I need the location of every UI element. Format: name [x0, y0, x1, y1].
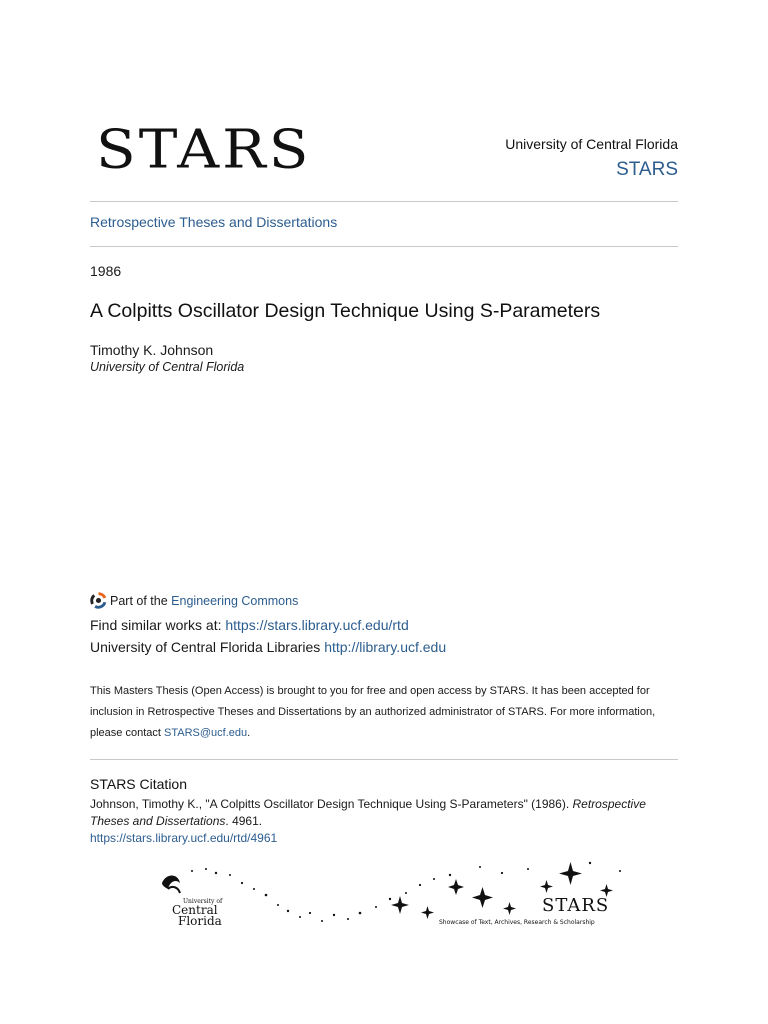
divider-citation — [90, 759, 678, 760]
ucf-central-text: Central — [172, 903, 218, 917]
citation-text: Johnson, Timothy K., "A Colpitts Oscillator Design Technique Using S-Parameters" (1986). — [90, 797, 573, 811]
similar-works-label: Find similar works at: — [90, 617, 226, 633]
ucf-pegasus-icon — [162, 876, 180, 894]
document-title: A Colpitts Oscillator Design Technique Using S-Parameters — [90, 300, 601, 322]
engineering-commons-link[interactable]: Engineering Commons — [171, 593, 299, 608]
citation-series: Retrospective Theses and Dissertations — [90, 797, 646, 828]
collection-link[interactable]: Retrospective Theses and Dissertations — [90, 214, 338, 230]
author-name: Timothy K. Johnson — [90, 342, 214, 358]
publication-year: 1986 — [90, 263, 122, 279]
author-affiliation: University of Central Florida — [90, 360, 245, 374]
similar-works-link[interactable]: https://stars.library.ucf.edu/rtd — [225, 617, 409, 633]
ucf-small-text: University of — [183, 898, 223, 905]
footer-logos — [150, 855, 640, 940]
institution-name: University of Central Florida — [505, 136, 678, 152]
ucf-florida-text: Florida — [178, 914, 222, 928]
libraries-link[interactable]: http://library.ucf.edu — [324, 639, 447, 655]
notice-end: . — [247, 727, 251, 739]
commons-network-icon — [90, 592, 107, 609]
stars-home-link[interactable]: STARS — [616, 159, 678, 180]
divider-top — [90, 201, 678, 202]
similar-works-row — [90, 617, 409, 633]
part-of-label: Part of the — [110, 593, 168, 608]
stars-tagline: Showcase of Text, Archives, Research & Scholarship — [439, 919, 595, 926]
citation-number: . 4961. — [225, 814, 263, 828]
citation-heading: STARS Citation — [90, 776, 187, 792]
part-of-row — [90, 592, 298, 609]
divider-collection — [90, 246, 678, 247]
stars-logo: STARS — [96, 118, 312, 181]
citation-url-link[interactable]: https://stars.library.ucf.edu/rtd/4961 — [90, 831, 278, 845]
open-access-notice — [90, 681, 680, 744]
notice-text: This Masters Thesis (Open Access) is brought to you for free and open access by STARS. It has been accepted for inclusion in Retrospective Theses and Dissertations by an authorized administrator of STARS. For more information, please contact — [90, 685, 656, 739]
libraries-label: University of Central Florida Libraries — [90, 639, 325, 655]
citation-body — [90, 796, 680, 847]
libraries-row — [90, 639, 446, 655]
stars-footer-logo: STARS — [542, 895, 610, 916]
contact-email-link[interactable]: STARS@ucf.edu — [164, 727, 248, 739]
